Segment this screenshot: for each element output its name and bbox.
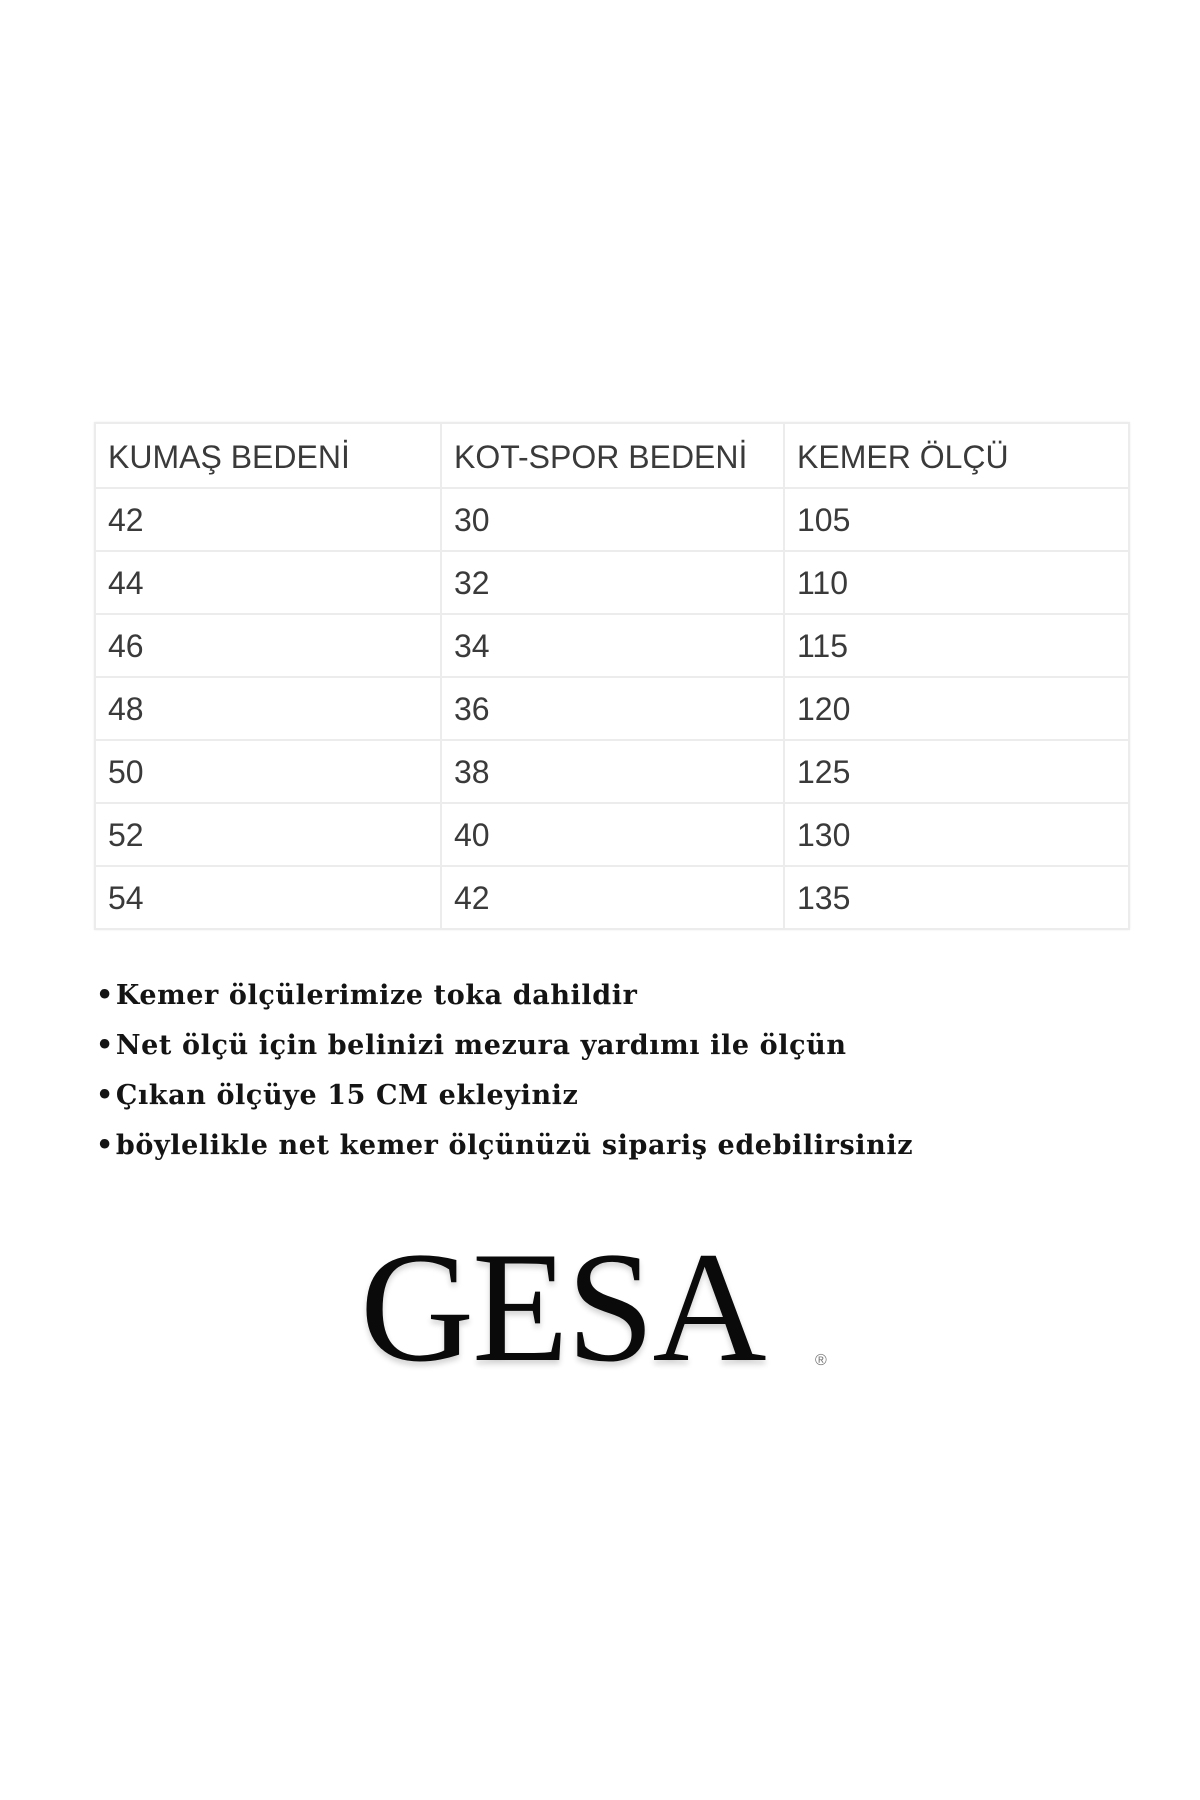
jeans-sport-size-cell: 32 — [441, 551, 784, 614]
note-item — [96, 1028, 913, 1078]
belt-size-cell: 110 — [784, 551, 1129, 614]
registered-trademark-icon: ® — [815, 1352, 827, 1369]
note-text: böylelikle net kemer ölçünüzü sipariş edebilirsiniz — [115, 1130, 914, 1161]
bullet-icon: • — [96, 1030, 114, 1061]
table-row — [95, 803, 1129, 866]
jeans-sport-size-cell: 42 — [441, 866, 784, 929]
belt-size-cell: 120 — [784, 677, 1129, 740]
header-jeans-sport-size: KOT-SPOR BEDENİ — [441, 423, 784, 488]
table-row — [95, 488, 1129, 551]
note-text: Çıkan ölçüye 15 CM ekleyiniz — [115, 1080, 579, 1111]
jeans-sport-size-cell: 40 — [441, 803, 784, 866]
header-fabric-size: KUMAŞ BEDENİ — [95, 423, 441, 488]
belt-size-notes — [96, 978, 913, 1178]
fabric-size-cell: 46 — [95, 614, 441, 677]
table-row — [95, 551, 1129, 614]
belt-size-cell: 135 — [784, 866, 1129, 929]
table-row — [95, 677, 1129, 740]
note-item — [96, 1078, 913, 1128]
table-header-row — [95, 423, 1129, 488]
fabric-size-cell: 44 — [95, 551, 441, 614]
bullet-icon: • — [96, 1130, 114, 1161]
fabric-size-cell: 48 — [95, 677, 441, 740]
bullet-icon: • — [96, 1080, 114, 1111]
note-text: Net ölçü için belinizi mezura yardımı ile ölçün — [115, 1030, 847, 1061]
jeans-sport-size-cell: 36 — [441, 677, 784, 740]
brand-logo — [360, 1220, 840, 1395]
belt-size-cell: 125 — [784, 740, 1129, 803]
size-chart-table — [94, 422, 1130, 930]
table-row — [95, 866, 1129, 929]
table-row — [95, 740, 1129, 803]
bullet-icon: • — [96, 980, 114, 1011]
fabric-size-cell: 42 — [95, 488, 441, 551]
jeans-sport-size-cell: 30 — [441, 488, 784, 551]
fabric-size-cell: 54 — [95, 866, 441, 929]
header-belt-size: KEMER ÖLÇÜ — [784, 423, 1129, 488]
brand-logo-text: GESA — [360, 1220, 765, 1395]
note-item — [96, 978, 913, 1028]
belt-size-cell: 115 — [784, 614, 1129, 677]
jeans-sport-size-cell: 38 — [441, 740, 784, 803]
jeans-sport-size-cell: 34 — [441, 614, 784, 677]
belt-size-cell: 130 — [784, 803, 1129, 866]
fabric-size-cell: 52 — [95, 803, 441, 866]
belt-size-cell: 105 — [784, 488, 1129, 551]
table-row — [95, 614, 1129, 677]
note-text: Kemer ölçülerimize toka dahildir — [115, 980, 638, 1011]
note-item — [96, 1128, 913, 1178]
fabric-size-cell: 50 — [95, 740, 441, 803]
